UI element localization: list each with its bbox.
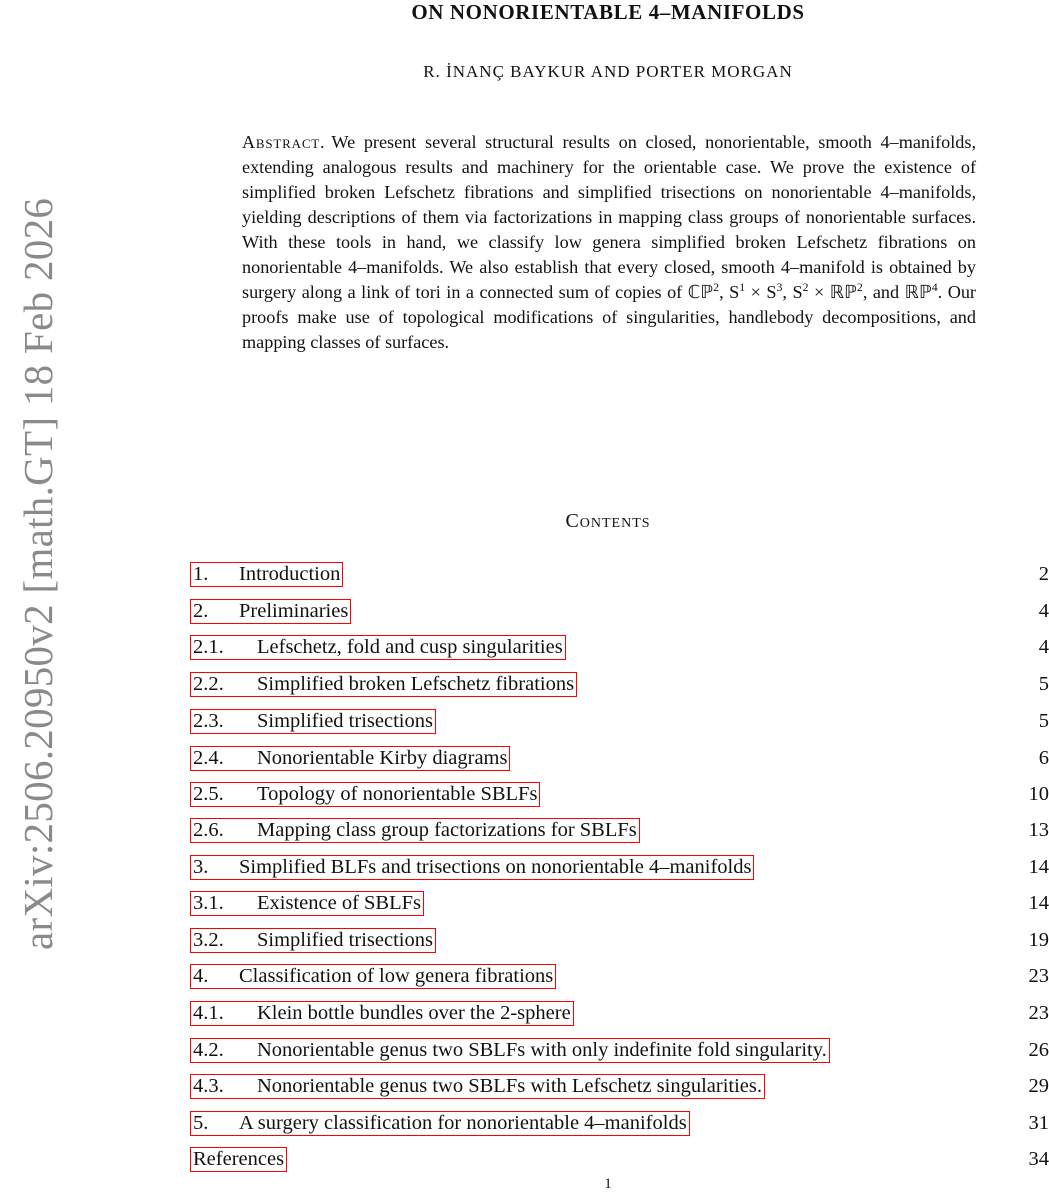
- toc-title: Preliminaries: [239, 600, 349, 622]
- toc-link[interactable]: [190, 964, 556, 989]
- toc-title: Topology of nonorientable SBLFs: [257, 783, 538, 805]
- toc-page: 13: [1028, 819, 1049, 841]
- toc-entry: [0, 1147, 1049, 1175]
- toc-title: Classification of low genera fibrations: [239, 965, 554, 987]
- toc-link[interactable]: [190, 855, 754, 880]
- toc-entry: [0, 746, 1049, 774]
- toc-entry: [0, 818, 1049, 846]
- abstract-text: × ℝℙ: [808, 282, 857, 302]
- toc-page: 5: [1038, 673, 1049, 695]
- toc-link[interactable]: [190, 1001, 574, 1026]
- toc-link[interactable]: [190, 599, 351, 624]
- abstract-text: , S: [719, 282, 740, 302]
- toc-entry: [0, 928, 1049, 956]
- contents-heading: Contents: [565, 510, 651, 532]
- abstract-text: We present several structural results on closed, nonorientable, smooth 4–manifolds, extending analogous results and machinery for the orientable case. We prove the existence of simplified broken Lefschetz fibrations and simplified trisections on nonorientable 4–manifolds, yielding descriptions of them via factorizations in mapping class groups of nonorientable surfaces. With these tools in hand, we classify low genera simplified broken Lefschetz fibrations on nonorientable 4–manifolds. We also establish that every closed, smooth 4–manifold is obtained by surgery along a link of tori in a connected sum of copies of ℂℙ: [242, 132, 976, 302]
- abstract-sup: 3: [776, 279, 783, 294]
- toc-number: 1.: [193, 563, 209, 585]
- toc-title: Introduction: [239, 563, 341, 585]
- toc-title: Simplified trisections: [257, 710, 433, 732]
- toc-number: 3.: [193, 856, 209, 878]
- toc-entry: [0, 709, 1049, 737]
- toc-entry: [0, 855, 1049, 883]
- toc-number: 4.: [193, 965, 209, 987]
- toc-title: Mapping class group factorizations for SBLFs: [257, 819, 637, 841]
- toc-link[interactable]: [190, 1111, 690, 1136]
- table-of-contents: [0, 560, 1049, 1170]
- toc-page: 4: [1038, 600, 1049, 622]
- toc-title: Simplified BLFs and trisections on nonorientable 4–manifolds: [239, 856, 752, 878]
- toc-entry: [0, 635, 1049, 663]
- toc-number: 3.2.: [193, 929, 224, 951]
- abstract-text: , and ℝℙ: [862, 282, 932, 302]
- paper-title: ON NONORIENTABLE 4–MANIFOLDS: [411, 0, 805, 24]
- toc-page: 23: [1028, 965, 1049, 987]
- toc-entry: [0, 964, 1049, 992]
- paper-authors: R. İNANÇ BAYKUR AND PORTER MORGAN: [423, 62, 793, 81]
- toc-link[interactable]: [190, 635, 566, 660]
- toc-title: Lefschetz, fold and cusp singularities: [257, 636, 563, 658]
- page-number: 1: [604, 1176, 612, 1192]
- abstract-label: Abstract.: [242, 132, 326, 152]
- toc-page: 31: [1028, 1112, 1049, 1134]
- toc-entry: [0, 672, 1049, 700]
- toc-number: 4.3.: [193, 1075, 224, 1097]
- toc-link[interactable]: [190, 1147, 287, 1172]
- abstract-text: . Our proofs make use of topological modifications of singularities, handlebody decompositions, and mapping classes of surfaces.: [242, 282, 976, 352]
- toc-link[interactable]: [190, 928, 436, 953]
- toc-page: 26: [1028, 1039, 1049, 1061]
- arxiv-stamp: arXiv:2506.20950v2 [math.GT] 18 Feb 2026: [15, 197, 61, 950]
- toc-page: 10: [1028, 783, 1049, 805]
- toc-link[interactable]: [190, 1038, 830, 1063]
- toc-title: Simplified broken Lefschetz fibrations: [257, 673, 575, 695]
- toc-link[interactable]: [190, 818, 640, 843]
- toc-title: A surgery classification for nonorientable 4–manifolds: [239, 1112, 687, 1134]
- toc-link[interactable]: [190, 709, 436, 734]
- toc-entry: [0, 1001, 1049, 1029]
- toc-entry: [0, 1074, 1049, 1102]
- toc-number: 5.: [193, 1112, 209, 1134]
- abstract-sup: 1: [739, 279, 746, 294]
- toc-link[interactable]: [190, 1074, 765, 1099]
- toc-page: 2: [1038, 563, 1049, 585]
- toc-number: 4.2.: [193, 1039, 224, 1061]
- toc-entry: [0, 599, 1049, 627]
- abstract: [242, 130, 976, 355]
- abstract-sup: 2: [713, 279, 720, 294]
- toc-title: Nonorientable genus two SBLFs with Lefschetz singularities.: [257, 1075, 763, 1097]
- toc-title: Nonorientable Kirby diagrams: [257, 747, 508, 769]
- abstract-sup: 2: [856, 279, 863, 294]
- toc-number: 2.5.: [193, 783, 224, 805]
- toc-title: Nonorientable genus two SBLFs with only indefinite fold singularity.: [257, 1039, 827, 1061]
- toc-title: Existence of SBLFs: [257, 892, 421, 914]
- toc-number: 2.3.: [193, 710, 224, 732]
- toc-entry: [0, 1038, 1049, 1066]
- toc-number: 2.4.: [193, 747, 224, 769]
- toc-link[interactable]: [190, 891, 424, 916]
- abstract-text: , S: [782, 282, 803, 302]
- toc-page: 4: [1038, 636, 1049, 658]
- toc-page: 19: [1028, 929, 1049, 951]
- toc-entry: [0, 782, 1049, 810]
- toc-link[interactable]: [190, 672, 577, 697]
- toc-entry: [0, 891, 1049, 919]
- toc-link[interactable]: [190, 782, 540, 807]
- toc-page: 34: [1028, 1148, 1049, 1170]
- toc-number: 4.1.: [193, 1002, 224, 1024]
- toc-entry: [0, 1111, 1049, 1139]
- toc-number: 2.2.: [193, 673, 224, 695]
- toc-number: 2.1.: [193, 636, 224, 658]
- toc-number: 2.: [193, 600, 209, 622]
- toc-number: 3.1.: [193, 892, 224, 914]
- toc-page: 5: [1038, 710, 1049, 732]
- toc-page: 29: [1028, 1075, 1049, 1097]
- toc-link[interactable]: [190, 562, 343, 587]
- toc-page: 14: [1028, 892, 1049, 914]
- abstract-sup: 2: [802, 279, 809, 294]
- toc-title: Klein bottle bundles over the 2-sphere: [257, 1002, 571, 1024]
- toc-number: 2.6.: [193, 819, 224, 841]
- toc-page: 23: [1028, 1002, 1049, 1024]
- toc-page: 14: [1028, 856, 1049, 878]
- toc-link[interactable]: [190, 746, 510, 771]
- toc-title: Simplified trisections: [257, 929, 433, 951]
- abstract-sup: 4: [931, 279, 938, 294]
- toc-entry: [0, 562, 1049, 590]
- abstract-text: × S: [745, 282, 777, 302]
- toc-title: References: [193, 1148, 285, 1170]
- toc-page: 6: [1038, 747, 1049, 769]
